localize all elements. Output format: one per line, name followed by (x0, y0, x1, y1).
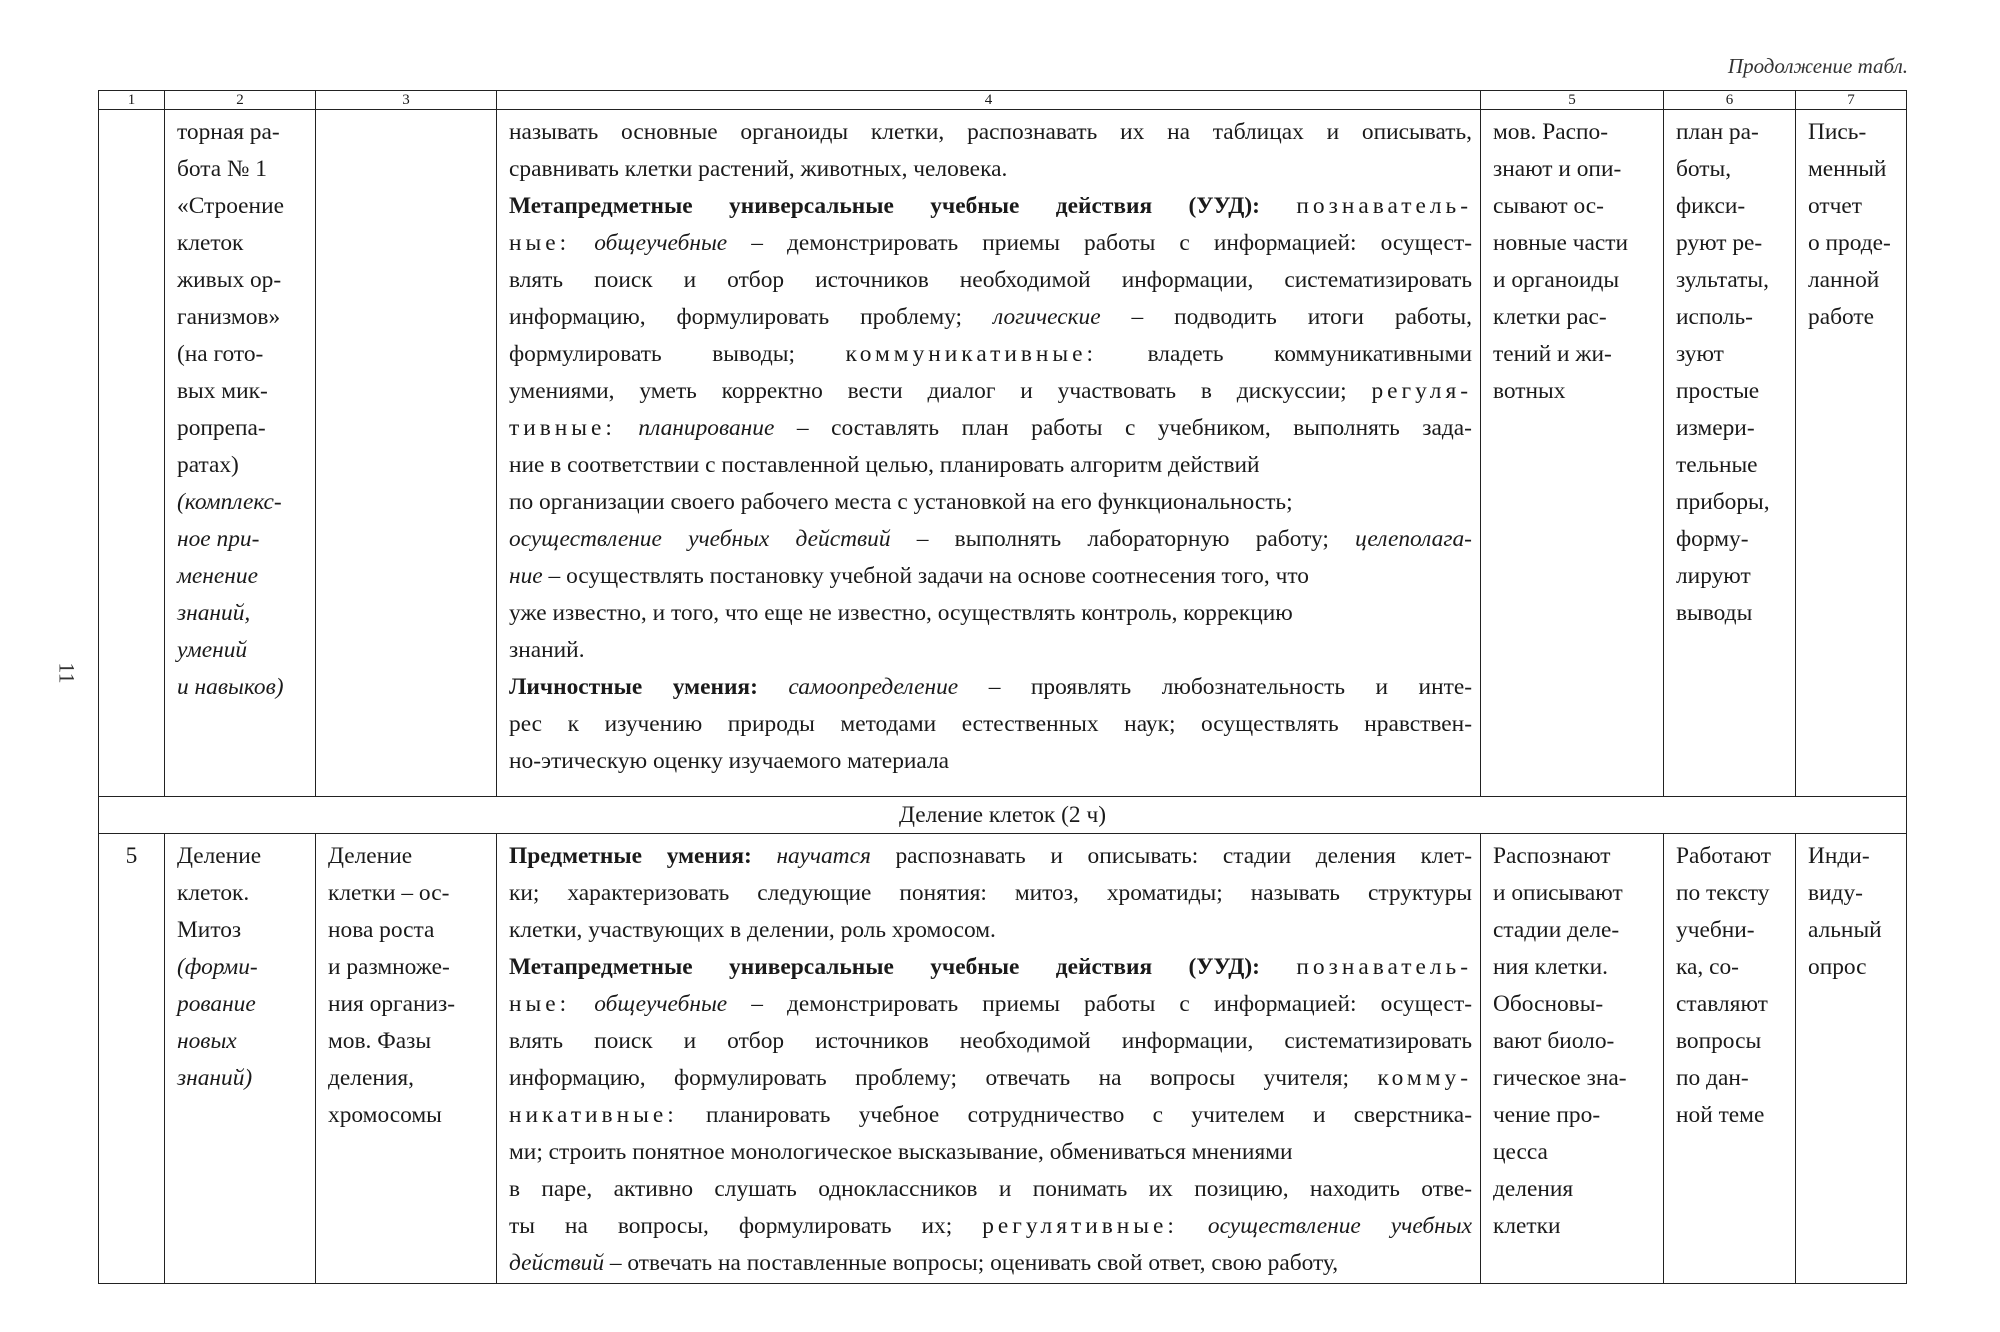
results-line: влять поиск и отбор источников необходимой информации, систематизировать (509, 1028, 1472, 1054)
lesson-number-cell (99, 110, 165, 797)
results-line: в паре, активно слушать одноклассников и понимать их позицию, находить отве- (509, 1176, 1472, 1202)
planned-results-cell (497, 834, 1481, 1284)
activity-line: деления (1493, 1176, 1574, 1202)
results-text: – подводить итоги работы, (1131, 304, 1472, 330)
control-form-cell (1796, 834, 1907, 1284)
actions-line: выводы (1676, 600, 1753, 626)
topic-line: ратах) (177, 452, 239, 478)
regulative-label: тивные: (509, 415, 616, 441)
cognitive-label: познаватель- (1296, 193, 1472, 219)
lesson-topic-cell (165, 834, 316, 1284)
activity-line: гическое зна- (1493, 1065, 1627, 1091)
topic-line: (на гото- (177, 341, 264, 367)
actions-line: тельные (1676, 452, 1758, 478)
lesson-number-cell: 5 (99, 834, 165, 1284)
actions-line: ка, со- (1676, 954, 1739, 980)
goal-setting-label: целеполага- (1355, 526, 1472, 552)
activity-line: Обосновы- (1493, 991, 1604, 1017)
content-line: деления, (328, 1065, 414, 1091)
results-text: – проявлять любознательность и инте- (988, 674, 1472, 700)
activity-line: и описывают (1493, 880, 1623, 906)
content-line: и размноже- (328, 954, 450, 980)
actions-line: учебни- (1676, 917, 1755, 943)
actions-line: руют ре- (1676, 230, 1763, 256)
column-number: 7 (1796, 91, 1907, 110)
results-line: называть основные органоиды клетки, распознавать их на таблицах и описывать, (509, 119, 1472, 145)
activities-label: осуществление учебных (1207, 1213, 1472, 1239)
results-line: но-этическую оценку изучаемого материала (509, 748, 950, 774)
activity-line: и органоиды (1493, 267, 1620, 293)
topic-line: торная ра- (177, 119, 280, 145)
results-line: сравнивать клетки растений, животных, человека. (509, 156, 1008, 182)
control-line: Пись- (1808, 119, 1867, 145)
results-line (509, 336, 1472, 373)
actions-line: план ра- (1676, 119, 1759, 145)
student-activity-cell (1481, 834, 1664, 1284)
planned-results-cell (497, 110, 1481, 797)
results-text: распознавать и описывать: стадии деления клет- (895, 843, 1472, 869)
cognitive-label: ные: (509, 991, 571, 1017)
cognitive-label: познаватель- (1296, 954, 1472, 980)
actions-line: зуют (1676, 341, 1724, 367)
lesson-type-line: умений (177, 637, 248, 663)
content-line: Деление (328, 843, 413, 869)
results-text: планировать учебное сотрудничество с учителем и сверстника- (706, 1102, 1472, 1128)
actions-line: форму- (1676, 526, 1749, 552)
results-line: ние в соответствии с поставленной целью, планировать алгоритм действий (509, 452, 1260, 478)
actions-line: ной теме (1676, 1102, 1765, 1128)
lesson-type-line: (форми- (177, 954, 258, 980)
column-number: 1 (99, 91, 165, 110)
continuation-label: Продолжение табл. (1727, 54, 1908, 78)
lesson-type-line: знаний, (177, 600, 251, 626)
results-line: влять поиск и отбор источников необходимой информации, систематизировать (509, 267, 1472, 293)
lesson-type-line: и навыков) (177, 674, 284, 700)
activity-line: знают и опи- (1493, 156, 1622, 182)
lesson-type-line: новых (177, 1028, 237, 1054)
column-number: 6 (1664, 91, 1796, 110)
control-line: о проде- (1808, 230, 1891, 256)
control-line: отчет (1808, 193, 1862, 219)
content-line: клетки – ос- (328, 880, 450, 906)
lesson-type-line: знаний) (177, 1065, 253, 1091)
meta-heading: Метапредметные универсальные учебные действия (УУД): (509, 193, 1260, 219)
control-line: ланной (1808, 267, 1880, 293)
section-title: Деление клеток (2 ч) (99, 797, 1907, 834)
results-line (509, 1097, 1472, 1134)
results-text: владеть коммуникативными (1147, 341, 1472, 367)
results-text: – отвечать на поставленные вопросы; оценивать свой ответ, свою работу, (609, 1250, 1339, 1276)
results-line (509, 373, 1472, 410)
column-number: 5 (1481, 91, 1664, 110)
activity-line: вотных (1493, 378, 1566, 404)
topic-line: клеток. (177, 880, 250, 906)
results-text: – составлять план работы с учебником, выполнять зада- (796, 415, 1472, 441)
control-line: альный (1808, 917, 1882, 943)
results-text: ты на вопросы, формулировать их; (509, 1213, 953, 1239)
subject-heading: Предметные умения: (509, 843, 752, 869)
actions-line: лируют (1676, 563, 1751, 589)
lesson-type-line: менение (177, 563, 258, 589)
page-number: 11 (54, 662, 80, 684)
actions-line: ставляют (1676, 991, 1768, 1017)
results-text: информацию, формулировать проблему; отвечать на вопросы учителя; (509, 1065, 1350, 1091)
activity-line: клетки (1493, 1213, 1561, 1239)
content-line: хромосомы (328, 1102, 442, 1128)
column-number: 2 (165, 91, 316, 110)
activity-line: цесса (1493, 1139, 1548, 1165)
column-number-row (99, 91, 1907, 110)
content-line: нова роста (328, 917, 435, 943)
results-text: – осуществлять постановку учебной задачи на основе соотнесения того, что (548, 563, 1309, 589)
results-text: – выполнять лабораторную работу; (916, 526, 1329, 552)
results-line (509, 1060, 1472, 1097)
topic-line: живых ор- (177, 267, 282, 293)
results-text: умениями, уметь корректно вести диалог и участвовать в дискуссии; (509, 378, 1347, 404)
topic-line: клеток (177, 230, 244, 256)
results-line (509, 521, 1472, 558)
control-line: работе (1808, 304, 1874, 330)
results-line (509, 1245, 1472, 1282)
logic-label: логические (992, 304, 1101, 330)
control-line: опрос (1808, 954, 1867, 980)
control-line: Инди- (1808, 843, 1870, 869)
actions-line: Работают (1676, 843, 1771, 869)
will-learn-label: научатся (776, 843, 871, 869)
results-line: ми; строить понятное монологическое высказывание, обмениваться мнениями (509, 1139, 1293, 1165)
activity-line: клетки рас- (1493, 304, 1607, 330)
results-text: формулировать выводы; (509, 341, 795, 367)
results-line: рес к изучению природы методами естественных наук; осуществлять нравствен- (509, 711, 1472, 737)
results-line (509, 558, 1472, 595)
activity-line: мов. Распо- (1493, 119, 1609, 145)
actions-line: по тексту (1676, 880, 1770, 906)
learning-actions-cell (1664, 110, 1796, 797)
results-line (509, 669, 1472, 706)
content-line: мов. Фазы (328, 1028, 432, 1054)
results-line: ки; характеризовать следующие понятия: митоз, хроматиды; называть структуры (509, 880, 1472, 906)
content-cell (316, 834, 497, 1284)
cognitive-label: ные: (509, 230, 571, 256)
results-line: уже известно, и того, что еще не известно, осуществлять контроль, коррекцию (509, 600, 1293, 626)
goal-setting-label: ние (509, 563, 543, 589)
results-text: – демонстрировать приемы работы с информацией: осущест- (751, 230, 1472, 256)
self-determination-label: самоопределение (788, 674, 959, 700)
lesson-plan-table (98, 90, 1907, 1284)
results-text: – демонстрировать приемы работы с информацией: осущест- (751, 991, 1472, 1017)
control-line: менный (1808, 156, 1887, 182)
content-cell (316, 110, 497, 797)
regulative-label: регулятивные: (982, 1213, 1178, 1239)
results-line (509, 838, 1472, 875)
results-line (509, 986, 1472, 1023)
actions-line: исполь- (1676, 304, 1753, 330)
lesson-type-line: (комплекс- (177, 489, 282, 515)
content-line: ния организ- (328, 991, 456, 1017)
actions-line: боты, (1676, 156, 1732, 182)
learning-actions-cell (1664, 834, 1796, 1284)
lesson-type-line: рование (177, 991, 256, 1017)
control-line: виду- (1808, 880, 1863, 906)
topic-line: ропрепа- (177, 415, 266, 441)
topic-line: Митоз (177, 917, 242, 943)
actions-line: измери- (1676, 415, 1755, 441)
actions-line: фикси- (1676, 193, 1746, 219)
results-text: информацию, формулировать проблему; (509, 304, 963, 330)
results-line (509, 410, 1472, 447)
lesson-topic-cell (165, 110, 316, 797)
communicative-label: коммуникативные: (845, 341, 1097, 367)
communicative-label: комму- (1377, 1065, 1472, 1091)
activity-line: ния клетки. (1493, 954, 1609, 980)
results-line (509, 949, 1472, 986)
control-form-cell (1796, 110, 1907, 797)
topic-line: бота № 1 (177, 156, 267, 182)
results-line: клетки, участвующих в делении, роль хромосом. (509, 917, 996, 943)
topic-line: Деление (177, 843, 262, 869)
table-row (99, 110, 1907, 797)
regulative-label: регуля- (1371, 378, 1472, 404)
personal-heading: Личностные умения: (509, 674, 758, 700)
results-line: знаний. (509, 637, 585, 663)
actions-line: зультаты, (1676, 267, 1769, 293)
section-row (99, 797, 1907, 834)
topic-line: вых мик- (177, 378, 268, 404)
column-number: 3 (316, 91, 497, 110)
results-line (509, 299, 1472, 336)
activities-label: осуществление учебных действий (509, 526, 891, 552)
general-label: общеучебные (594, 991, 728, 1017)
column-number: 4 (497, 91, 1481, 110)
actions-line: по дан- (1676, 1065, 1749, 1091)
activities-label: действий (509, 1250, 605, 1276)
activity-line: Распознают (1493, 843, 1611, 869)
lesson-type-line: ное при- (177, 526, 260, 552)
results-line (509, 1208, 1472, 1245)
activity-line: чение про- (1493, 1102, 1601, 1128)
results-line (509, 188, 1472, 225)
activity-line: сывают ос- (1493, 193, 1604, 219)
student-activity-cell (1481, 110, 1664, 797)
activity-line: стадии деле- (1493, 917, 1620, 943)
results-line (509, 225, 1472, 262)
communicative-label: никативные: (509, 1102, 678, 1128)
table-row (99, 834, 1907, 1284)
planning-label: планирование (638, 415, 775, 441)
actions-line: простые (1676, 378, 1760, 404)
activity-line: тений и жи- (1493, 341, 1612, 367)
meta-heading: Метапредметные универсальные учебные действия (УУД): (509, 954, 1260, 980)
topic-line: «Строение (177, 193, 284, 219)
results-line: по организации своего рабочего места с установкой на его функциональность; (509, 489, 1293, 515)
actions-line: вопросы (1676, 1028, 1762, 1054)
general-label: общеучебные (594, 230, 728, 256)
activity-line: новные части (1493, 230, 1628, 256)
activity-line: вают биоло- (1493, 1028, 1615, 1054)
topic-line: ганизмов» (177, 304, 281, 330)
actions-line: приборы, (1676, 489, 1770, 515)
